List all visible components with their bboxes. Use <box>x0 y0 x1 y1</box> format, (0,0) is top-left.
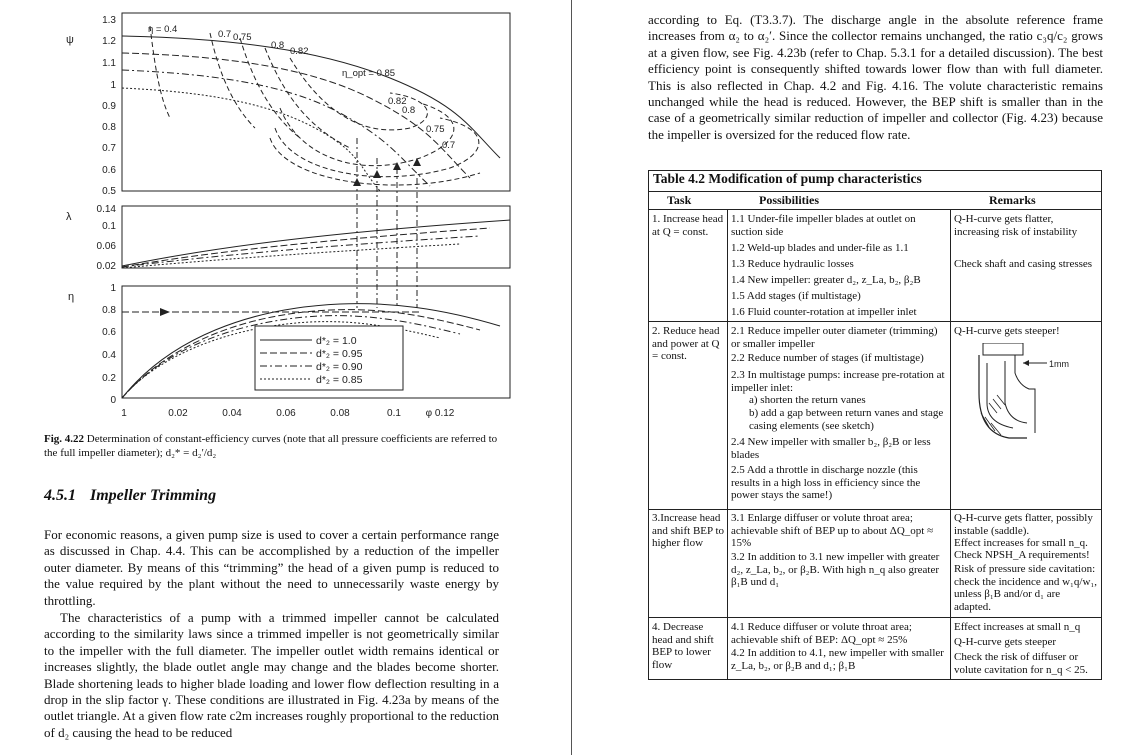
caption-text: Determination of constant-efficiency curves (note that all pressure coefficients are referred to the full impeller diameter); d₂* = d₂′/d₂ <box>44 433 498 459</box>
legend-entry: d*₂ = 0.90 <box>316 361 363 373</box>
row3-poss-1: 3.1 Enlarge diffuser or volute throat area; achievable shift of BEP up to about ΔQ_opt ≈ 15% <box>731 512 934 549</box>
figure-4-22 <box>60 8 530 428</box>
row4-remark-2: Q-H-curve gets steeper <box>954 636 1057 648</box>
row2-poss-7: 2.5 Add a throttle in discharge nozzle (this results in a high loss in efficiency since the power stays the same!) <box>731 464 921 501</box>
row1-poss-2: 1.2 Weld-up blades and under-file as 1.1 <box>731 242 909 254</box>
lambda-tick: 0.06 <box>96 241 116 252</box>
figure-caption <box>44 432 500 460</box>
row2-poss-1: 2.1 Reduce impeller outer diameter (trimming) or smaller impeller <box>731 325 938 350</box>
psi-tick: 0.8 <box>102 122 116 133</box>
psi-axis-label: ψ <box>66 34 74 46</box>
row1-task: 1. Increase head at Q = const. <box>652 213 724 238</box>
header-task: Task <box>667 193 692 207</box>
eta-curve-label: 0.8 <box>271 40 285 51</box>
table-4-2 <box>648 170 1102 680</box>
eta-tick: 0.4 <box>102 350 116 361</box>
eta-tick: 0.2 <box>102 373 116 384</box>
eta-curve-label: 0.82 <box>388 96 407 107</box>
header-possibilities: Possibilities <box>759 193 820 207</box>
row1-poss-5: 1.5 Add stages (if multistage) <box>731 290 861 302</box>
psi-tick: 1.1 <box>102 58 116 69</box>
eta-curve-label: η_opt = 0.85 <box>342 68 396 79</box>
lambda-tick: 0.14 <box>96 204 116 215</box>
legend-entry: d*₂ = 1.0 <box>316 335 357 347</box>
page-divider <box>571 0 572 755</box>
row1-poss-3: 1.3 Reduce hydraulic losses <box>731 258 854 270</box>
eta-curve-label: η = 0.4 <box>148 24 178 35</box>
x-tick: 0.02 <box>168 408 188 419</box>
section-number: 4.5.1 <box>44 487 76 504</box>
row1-remark-2: Check shaft and casing stresses <box>954 258 1093 270</box>
row4-poss-1: 4.1 Reduce diffuser or volute throat area; achievable shift of BEP: ΔQ_opt ≈ 25% <box>731 621 912 646</box>
psi-tick: 1.3 <box>102 15 116 26</box>
legend-entry: d*₂ = 0.95 <box>316 348 363 360</box>
row3-remark-4: Risk of pressure side cavitation: check the incidence and w₁q/w₁, unless β₁B and/or d₁ are adapted. <box>954 563 1097 613</box>
row4-poss-2: 4.2 In addition to 4.1, new impeller with smaller z_La, b₂, or β₂B and d₁; β₁B <box>731 647 944 672</box>
psi-tick: 0.5 <box>102 186 116 197</box>
eta-curve-label: 0.75 <box>426 124 445 135</box>
psi-tick: 0.7 <box>102 143 116 154</box>
psi-tick: 1.2 <box>102 36 116 47</box>
row3-task: 3.Increase head and shift BEP to higher flow <box>652 512 725 549</box>
x-tick: 1 <box>121 408 127 419</box>
eta-curve-label: 0.75 <box>233 32 252 43</box>
row2-poss-3: 2.3 In multistage pumps: increase pre-rotation at impeller inlet: <box>731 369 945 394</box>
row2-poss-2: 2.2 Reduce number of stages (if multistage) <box>731 352 924 364</box>
x-tick: 0.1 <box>387 408 401 419</box>
row2-task: 2. Reduce head and power at Q = const. <box>652 325 720 362</box>
sketch-label: 1mm <box>1049 359 1069 369</box>
left-paragraph-2: The characteristics of a pump with a trimmed impeller cannot be calculated according to the similarity laws since a trimmed impeller is not geometrically similar to the impeller with the full diameter. The impeller outlet width remains identical or increases slightly, the blade outlet angle may change and the blades become shorter. Blade shortening leads to higher blade loading and lower flow deflection resulting in a drop in the slip factor γ. These conditions are illustrated in Fig. 4.23a by means of the outlet triangle. At a given flow rate c2m increases roughly proportional to the reduction of d₂ causing the head to be reduced <box>44 610 499 740</box>
psi-tick: 0.6 <box>102 165 116 176</box>
row3-remark-2: Effect increases for small n_q. <box>954 537 1088 549</box>
x-tick: 0.06 <box>276 408 296 419</box>
table-title: Table 4.2 Modification of pump characteristics <box>653 171 922 186</box>
section-title: Impeller Trimming <box>90 487 217 504</box>
row3-poss-2: 3.2 In addition to 3.1 new impeller with greater d₂, z_La, b₂, or β₂B. With high n_q also greater β₁B und d₁ <box>731 551 940 588</box>
x-tick: φ 0.12 <box>425 408 455 419</box>
eta-curve-label: 0.8 <box>402 105 416 116</box>
row3-remark-1: Q-H-curve gets flatter, possibly instable (saddle). <box>954 512 1093 537</box>
eta-tick: 0.6 <box>102 327 116 338</box>
eta-curve-label: 0.82 <box>290 46 309 57</box>
section-heading <box>44 487 216 505</box>
eta-curve-label: 0.7 <box>442 140 456 151</box>
row2-poss-6: 2.4 New impeller with smaller b₂, β₂B or less blades <box>731 436 931 461</box>
row1-poss-6: 1.6 Fluid counter-rotation at impeller inlet <box>731 306 917 318</box>
eta-tick: 0 <box>110 395 116 406</box>
row1-poss-4: 1.4 New impeller: greater d₂, z_La, b₂, β₂B <box>731 274 921 286</box>
row1-poss-1: 1.1 Under-file impeller blades at outlet on suction side <box>731 213 916 238</box>
head-curves <box>122 36 500 191</box>
row4-remark-3: Check the risk of diffuser or volute cavitation for n_q < 25. <box>954 651 1088 676</box>
row4-remark-1: Effect increases at small n_q <box>954 621 1081 633</box>
iso-efficiency-curves <box>150 26 480 185</box>
psi-tick: 0.9 <box>102 101 116 112</box>
right-paragraph: according to Eq. (T3.3.7). The discharge angle in the absolute reference frame increases from α₂ to α₂′. Since the collector remains unchanged, the ratio c₃q/c₂ grows at a given flow, see Fig. 4.23b (refer to Chap. 5.3.1 for a detailed discussion). The best efficiency point is consequently shifted towards lower flow than with full diameter. This is also reflected in Chap. 4.2 and Fig. 4.16. The volute characteristic remains unchanged while the head is reduced. However, the BEP shift is smaller than in the case of a geometrically similar reduction of impeller and collector (Fig. 4.23) because the impeller is oversized for the reduced flow rate. <box>648 12 1103 142</box>
legend-entry: d*₂ = 0.85 <box>316 374 363 386</box>
lambda-tick: 0.02 <box>96 261 116 272</box>
x-tick: 0.08 <box>330 408 350 419</box>
caption-label: Fig. 4.22 <box>44 433 85 445</box>
left-paragraph-1: For economic reasons, a given pump size is used to cover a certain performance range as discussed in Chap. 4.4. This can be accomplished by a reduction of the impeller outer diameter. By means of this “trimming” the head of a given pump is reduced to the value required by the plant without the need to unnecessarily waste energy by throttling. <box>44 527 499 608</box>
row4-task: 4. Decrease head and shift BEP to lower flow <box>652 621 714 671</box>
eta-axis-label: η <box>68 291 75 303</box>
eta-tick: 0.8 <box>102 305 116 316</box>
psi-tick: 1 <box>110 80 116 91</box>
row3-remark-3: Check NPSH_A requirements! <box>954 549 1090 561</box>
eta-tick: 1 <box>110 283 116 294</box>
lambda-axis-label: λ <box>66 211 72 223</box>
x-tick: 0.04 <box>222 408 242 419</box>
lambda-tick: 0.1 <box>102 221 116 232</box>
row2-poss-5: b) add a gap between return vanes and stage casing elements (see sketch) <box>749 407 944 432</box>
row1-remark-1: Q-H-curve gets flatter, increasing risk of instability <box>954 213 1078 238</box>
return-vane-sketch <box>969 343 1097 443</box>
header-remarks: Remarks <box>989 193 1036 207</box>
eta-curve-label: 0.7 <box>218 29 232 40</box>
row2-poss-4: a) shorten the return vanes <box>749 394 866 406</box>
psi-axis-ticks <box>102 15 116 197</box>
row2-remark-1: Q-H-curve gets steeper! <box>954 325 1060 337</box>
